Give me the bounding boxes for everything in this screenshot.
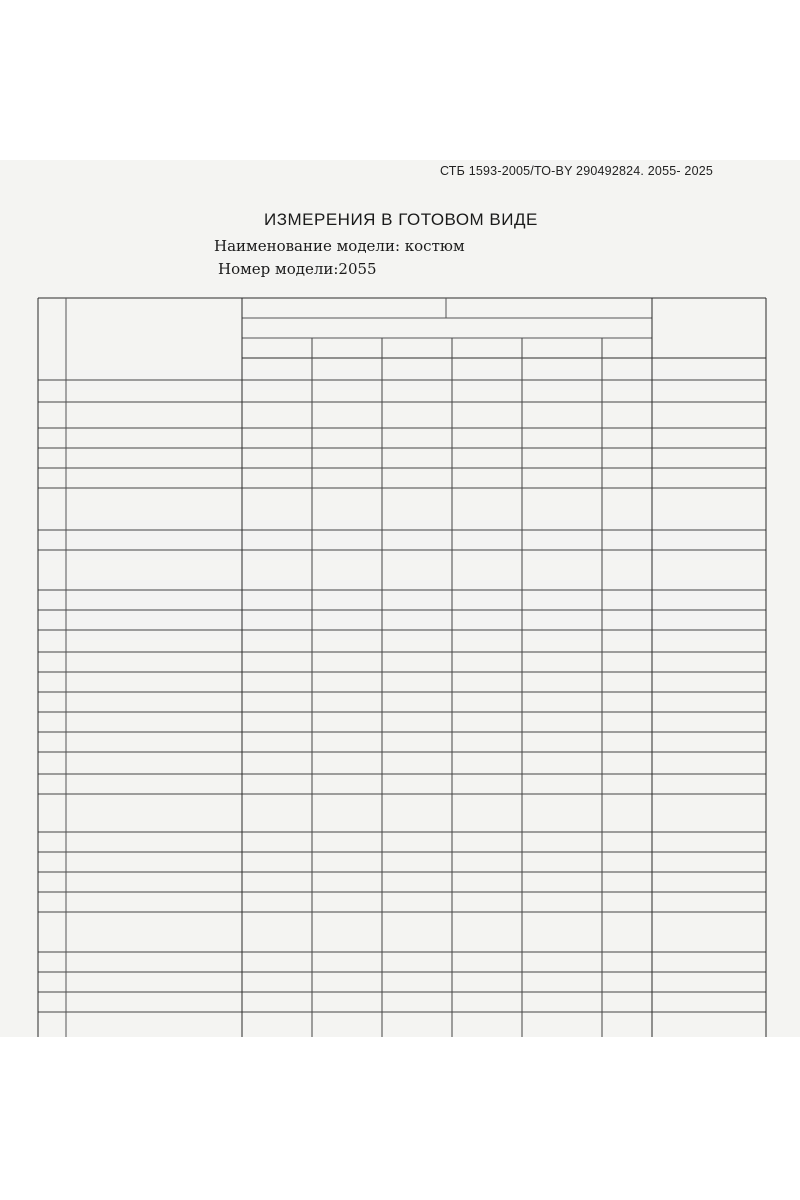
tolerance-value — [652, 993, 766, 1011]
size-value — [470, 714, 520, 732]
measurement-name — [72, 404, 240, 428]
size-value — [260, 674, 310, 692]
row-number — [38, 593, 66, 607]
row-number — [38, 431, 66, 445]
size-value — [470, 654, 520, 672]
size-value — [540, 592, 600, 610]
measurement-name — [72, 694, 240, 712]
size-value — [470, 450, 520, 468]
row-number — [38, 835, 66, 849]
tolerance-value — [652, 381, 766, 399]
tolerance-value — [652, 853, 766, 871]
size-value — [330, 450, 380, 468]
size-value — [260, 470, 310, 488]
name-header — [80, 312, 230, 352]
size-value — [260, 654, 310, 672]
size-value — [540, 714, 600, 732]
measurement-name — [72, 430, 240, 448]
height-1-header — [246, 301, 426, 317]
size-value — [540, 382, 600, 400]
tolerance-header — [656, 304, 762, 344]
size-value — [540, 654, 600, 672]
size-value — [400, 532, 450, 550]
tolerance-value — [652, 429, 766, 447]
size-value — [470, 430, 520, 448]
size-value — [400, 470, 450, 488]
row-number — [38, 855, 66, 869]
row-number — [38, 895, 66, 909]
tolerance-value — [652, 873, 766, 891]
row-number — [38, 471, 66, 485]
tolerance-value — [652, 713, 766, 731]
size-value — [330, 654, 380, 672]
size-value — [260, 382, 310, 400]
tolerance-value — [652, 893, 766, 911]
measurement-name — [72, 914, 240, 952]
size-value — [470, 612, 520, 630]
size-value — [470, 490, 520, 508]
tolerance-value — [652, 693, 766, 711]
size-value — [540, 404, 600, 422]
section-title — [70, 633, 370, 651]
tolerance-value — [652, 673, 766, 691]
size-header — [522, 339, 602, 357]
size-value — [260, 490, 310, 508]
size-value — [470, 404, 520, 422]
row-number — [38, 995, 66, 1009]
measurement-name — [72, 974, 240, 992]
measurement-name — [72, 776, 240, 794]
row-number — [38, 533, 66, 547]
size-value — [260, 714, 310, 732]
measurement-name — [72, 532, 240, 550]
document-page — [0, 160, 800, 1037]
measurement-name — [72, 674, 240, 692]
size-header — [382, 339, 452, 357]
size-value — [330, 694, 380, 712]
tolerance-value — [652, 833, 766, 851]
size-header — [312, 339, 382, 357]
height-2-header — [446, 301, 596, 317]
tolerance-value — [652, 795, 766, 813]
tolerance-value — [652, 653, 766, 671]
tolerance-value — [652, 611, 766, 629]
size-value — [400, 714, 450, 732]
size-value — [470, 470, 520, 488]
measurement-name — [72, 592, 240, 610]
tolerance-value — [652, 531, 766, 549]
size-value — [470, 592, 520, 610]
size-value — [400, 592, 450, 610]
tolerance-value — [652, 551, 766, 569]
size-value — [400, 552, 450, 570]
row-number — [38, 915, 66, 929]
measurement-name — [72, 654, 240, 672]
measurement-name — [72, 874, 240, 892]
measurement-name — [72, 834, 240, 852]
size-value — [330, 430, 380, 448]
tolerance-value — [652, 449, 766, 467]
size-value — [330, 612, 380, 630]
row-number — [38, 875, 66, 889]
size-value — [330, 552, 380, 570]
number-header — [38, 302, 66, 358]
size-value — [540, 490, 600, 508]
measurement-name — [72, 954, 240, 972]
measurement-name — [72, 714, 240, 732]
size-header — [242, 339, 312, 357]
size-value — [400, 430, 450, 448]
size-value — [260, 552, 310, 570]
tolerance-value — [652, 913, 766, 931]
row-number — [38, 451, 66, 465]
size-value — [400, 612, 450, 630]
measurement-name — [72, 552, 240, 590]
size-value — [260, 532, 310, 550]
size-value — [400, 490, 450, 508]
row-number — [38, 655, 66, 669]
row-number — [38, 715, 66, 729]
size-value — [260, 450, 310, 468]
size-value — [470, 532, 520, 550]
size-value — [330, 382, 380, 400]
size-value — [260, 430, 310, 448]
row-number — [38, 695, 66, 709]
row-number — [38, 553, 66, 567]
size-value — [400, 382, 450, 400]
size-value — [330, 470, 380, 488]
size-header — [452, 339, 522, 357]
row-number — [38, 777, 66, 791]
size-value — [260, 612, 310, 630]
model-name: Наименование модели: костюм — [214, 237, 465, 255]
sizes-header — [242, 320, 652, 336]
size-value — [400, 654, 450, 672]
size-value — [470, 382, 520, 400]
size-value — [330, 532, 380, 550]
tolerance-value — [652, 973, 766, 991]
tolerance-value — [652, 591, 766, 609]
size-value — [330, 404, 380, 422]
measurement-name — [72, 796, 240, 832]
row-number — [38, 797, 66, 811]
row-number — [38, 955, 66, 969]
tolerance-value — [652, 469, 766, 487]
size-value — [540, 430, 600, 448]
measurement-name — [72, 894, 240, 912]
page-title: ИЗМЕРЕНИЯ В ГОТОВОМ ВИДЕ — [264, 210, 538, 229]
row-number — [38, 383, 66, 397]
measurement-name — [72, 450, 240, 468]
tolerance-value — [652, 953, 766, 971]
row-number — [38, 975, 66, 989]
measurement-name — [72, 490, 240, 530]
size-value — [470, 674, 520, 692]
size-value — [540, 612, 600, 630]
tolerance-value — [652, 403, 766, 421]
measurement-name — [72, 382, 240, 402]
measurement-name — [72, 994, 240, 1012]
size-value — [260, 592, 310, 610]
measurement-name — [72, 612, 240, 630]
size-value — [400, 674, 450, 692]
measurement-name — [72, 854, 240, 872]
size-value — [540, 450, 600, 468]
size-value — [400, 404, 450, 422]
tolerance-value — [652, 775, 766, 793]
size-value — [470, 694, 520, 712]
size-value — [330, 714, 380, 732]
row-number — [38, 675, 66, 689]
size-value — [330, 592, 380, 610]
tolerance-value — [652, 489, 766, 507]
row-number — [38, 491, 66, 505]
size-value — [400, 450, 450, 468]
size-value — [540, 674, 600, 692]
section-title — [70, 361, 370, 379]
standard-code: СТБ 1593-2005/ТО-BY 290492824. 2055- 2025 — [440, 164, 714, 178]
row-number — [38, 613, 66, 627]
size-value — [260, 694, 310, 712]
size-value — [540, 694, 600, 712]
section-title — [70, 755, 370, 773]
model-number: Номер модели:2055 — [218, 260, 377, 278]
measurement-name — [72, 470, 240, 488]
size-value — [330, 490, 380, 508]
row-number — [38, 405, 66, 419]
size-value — [540, 470, 600, 488]
size-value — [400, 694, 450, 712]
size-value — [330, 674, 380, 692]
size-value — [470, 552, 520, 570]
size-value — [540, 532, 600, 550]
size-value — [260, 404, 310, 422]
size-value — [540, 552, 600, 570]
